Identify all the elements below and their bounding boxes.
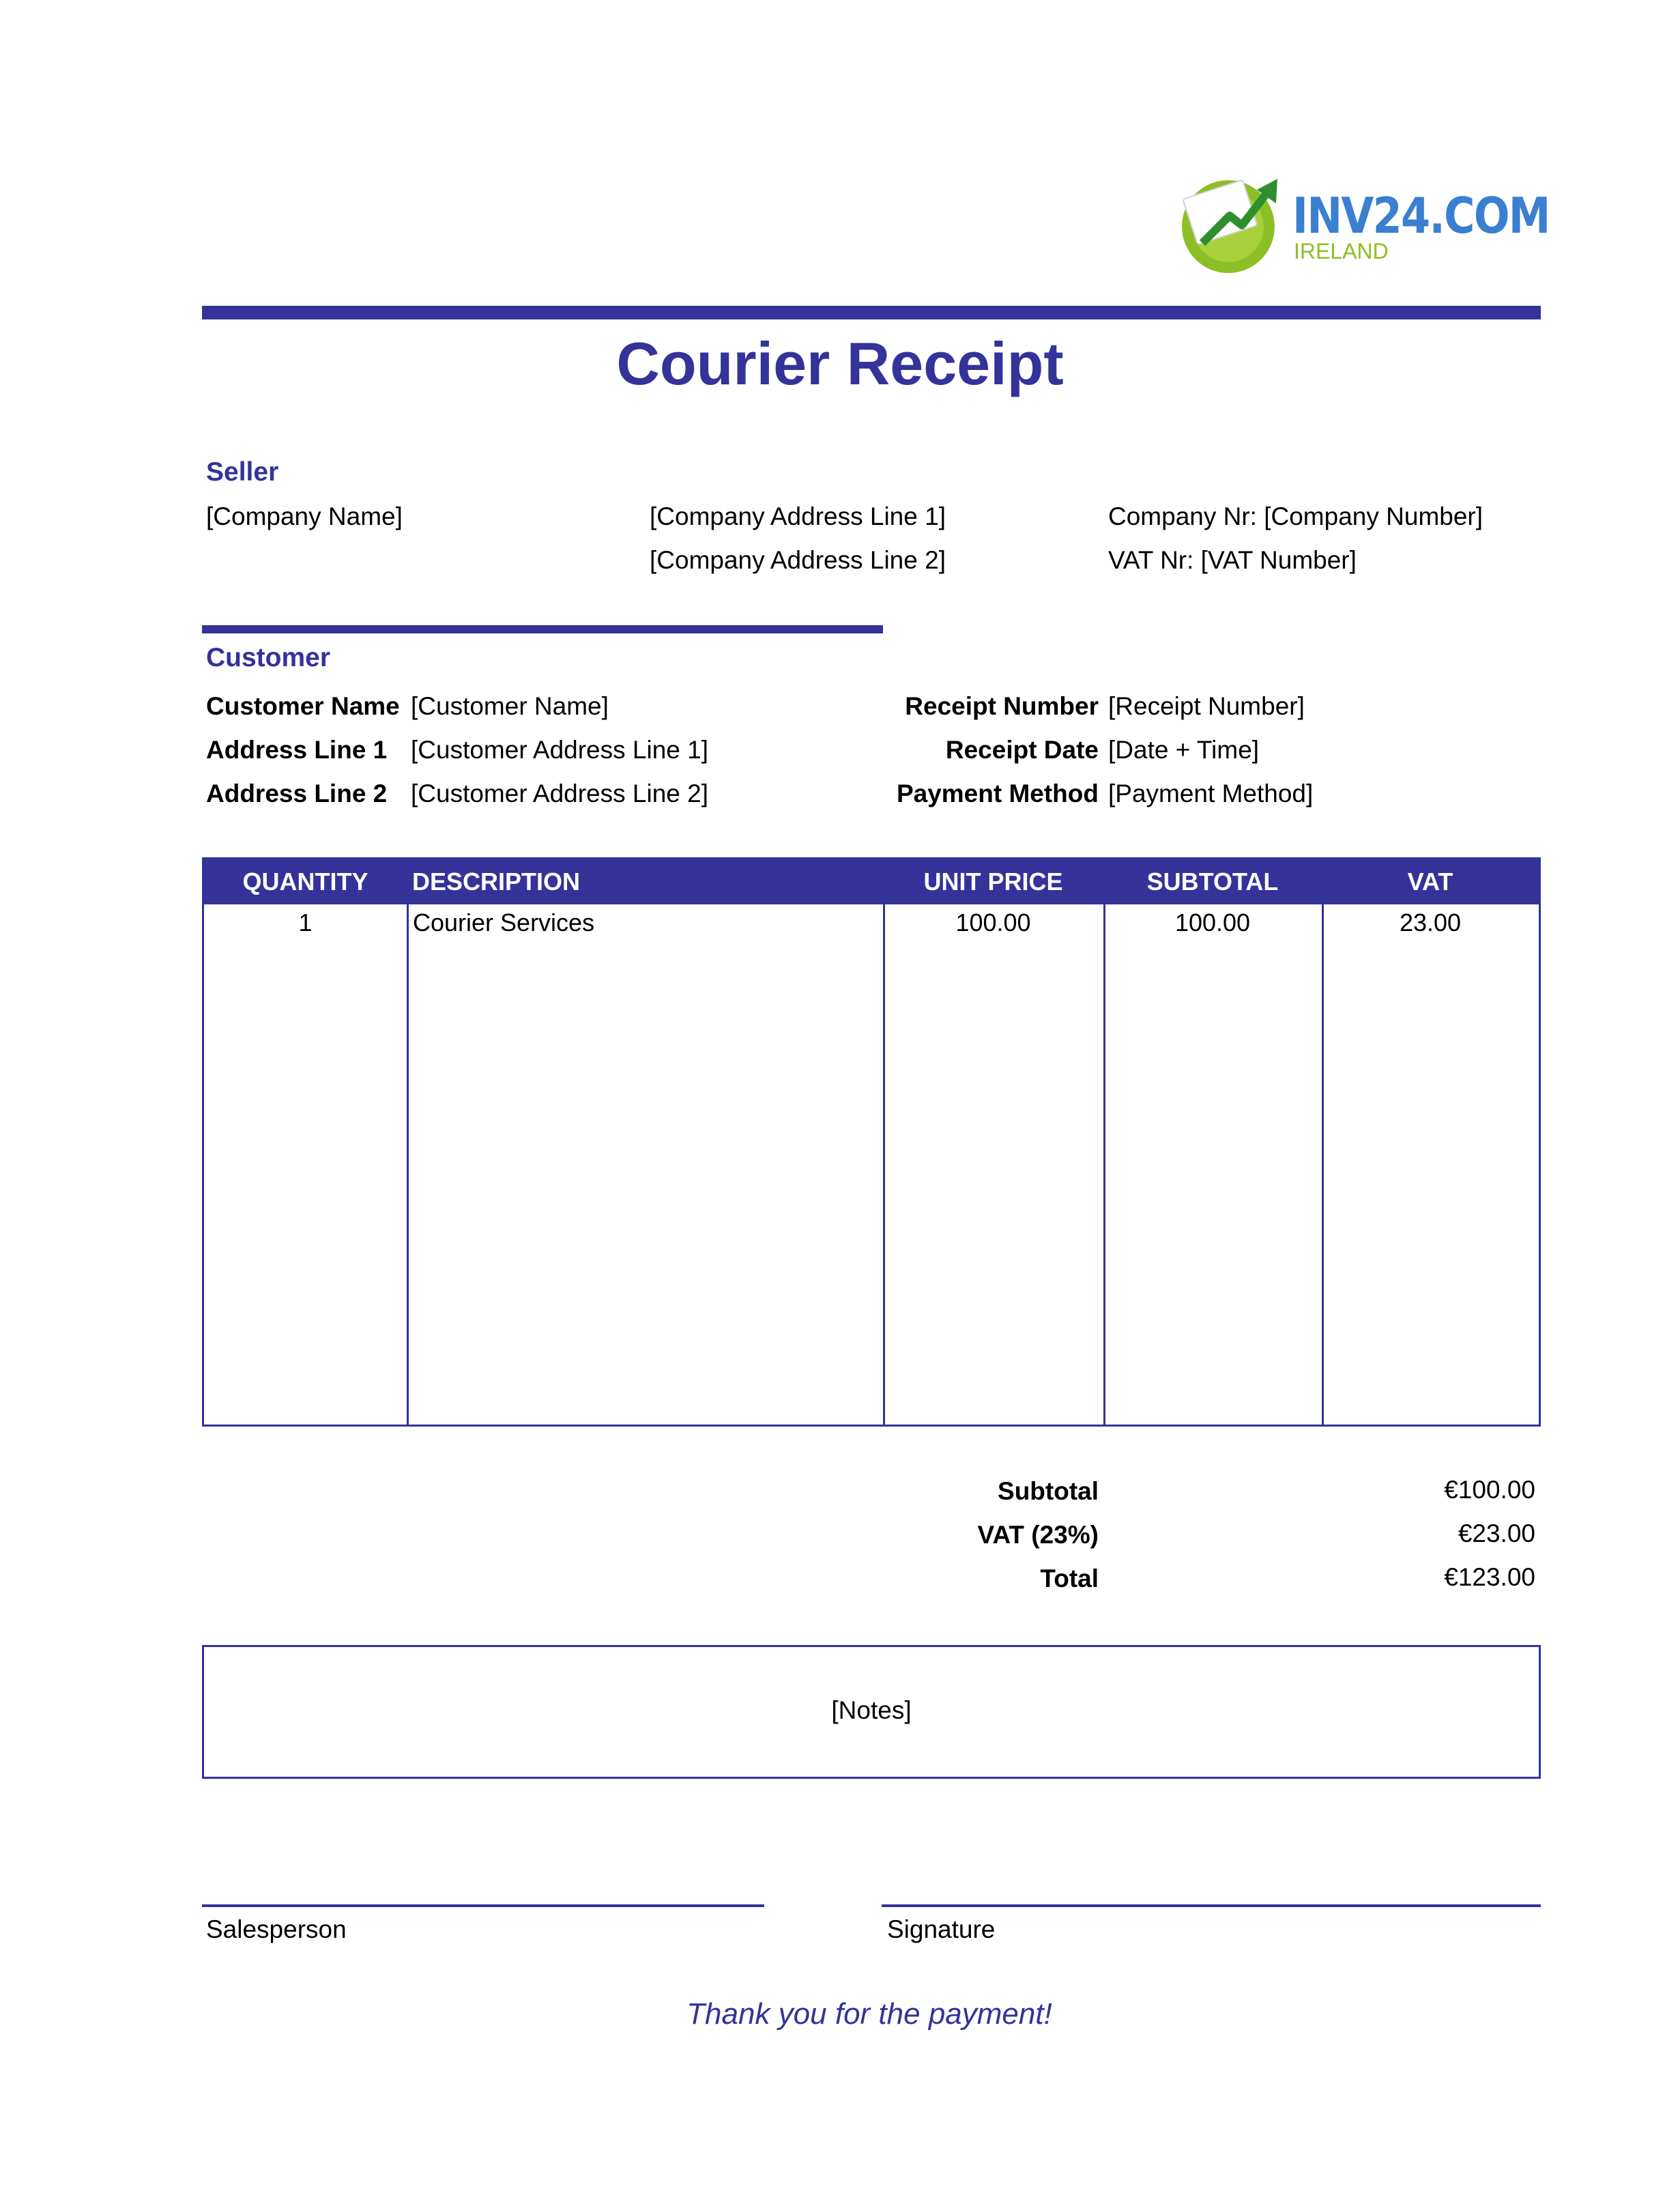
customer-name-label: Customer Name [206,692,400,720]
vat-label: VAT (23%) [977,1521,1099,1549]
receipt-number-label: Receipt Number [905,692,1099,720]
seller-address-line-2: [Company Address Line 2] [650,546,946,574]
payment-method-value: [Payment Method] [1108,779,1314,807]
logo-country: IRELAND [1294,239,1389,263]
cell-vat: 23.00 [1399,908,1462,936]
signature-label: Signature [887,1915,996,1943]
seller-heading: Seller [206,457,279,487]
total-value: €123.00 [1444,1563,1535,1591]
column-header-quantity: QUANTITY [204,859,407,904]
receipt-date-value: [Date + Time] [1108,736,1260,764]
customer-rule [202,625,883,633]
customer-name-value: [Customer Name] [411,692,609,720]
column-header-subtotal: SUBTOTAL [1103,859,1322,904]
subtotal-value: €100.00 [1444,1476,1535,1504]
signature-line [882,1904,1541,1907]
salesperson-line [202,1904,764,1907]
column-header-description: DESCRIPTION [407,859,883,904]
logo-brand: INV24.COM [1292,187,1550,244]
company-logo [1175,168,1550,277]
notes-text: [Notes] [831,1696,912,1724]
customer-heading: Customer [206,643,331,672]
receipt-number-value: [Receipt Number] [1108,692,1305,720]
seller-address-line-1: [Company Address Line 1] [650,502,946,530]
payment-method-label: Payment Method [896,779,1099,807]
column-divider [1103,904,1105,1425]
cell-quantity: 1 [298,908,313,936]
logo-emblem-icon [1175,168,1291,277]
customer-address1-value: [Customer Address Line 1] [411,736,708,764]
total-label: Total [1040,1564,1099,1592]
vat-value: €23.00 [1458,1519,1535,1547]
cell-description: Courier Services [413,908,595,936]
column-divider [407,904,409,1425]
items-table [202,857,1541,1427]
notes-box [202,1645,1541,1779]
thank-you-message: Thank you for the payment! [686,1997,1052,2031]
customer-address2-label: Address Line 2 [206,779,388,807]
seller-company-number: Company Nr: [Company Number] [1108,502,1483,530]
column-header-vat: VAT [1322,859,1539,904]
header-rule [202,306,1541,319]
receipt-date-label: Receipt Date [945,736,1099,764]
column-divider [1322,904,1324,1425]
customer-address1-label: Address Line 1 [206,736,388,764]
column-divider [883,904,885,1425]
seller-company-name: [Company Name] [206,502,403,530]
cell-subtotal: 100.00 [1174,908,1251,936]
seller-vat-number: VAT Nr: [VAT Number] [1108,546,1357,574]
column-header-unit-price: UNIT PRICE [883,859,1103,904]
customer-address2-value: [Customer Address Line 2] [411,779,708,807]
salesperson-label: Salesperson [206,1915,347,1943]
cell-unit-price: 100.00 [955,908,1031,936]
page-title: Courier Receipt [616,330,1064,397]
subtotal-label: Subtotal [998,1477,1099,1505]
